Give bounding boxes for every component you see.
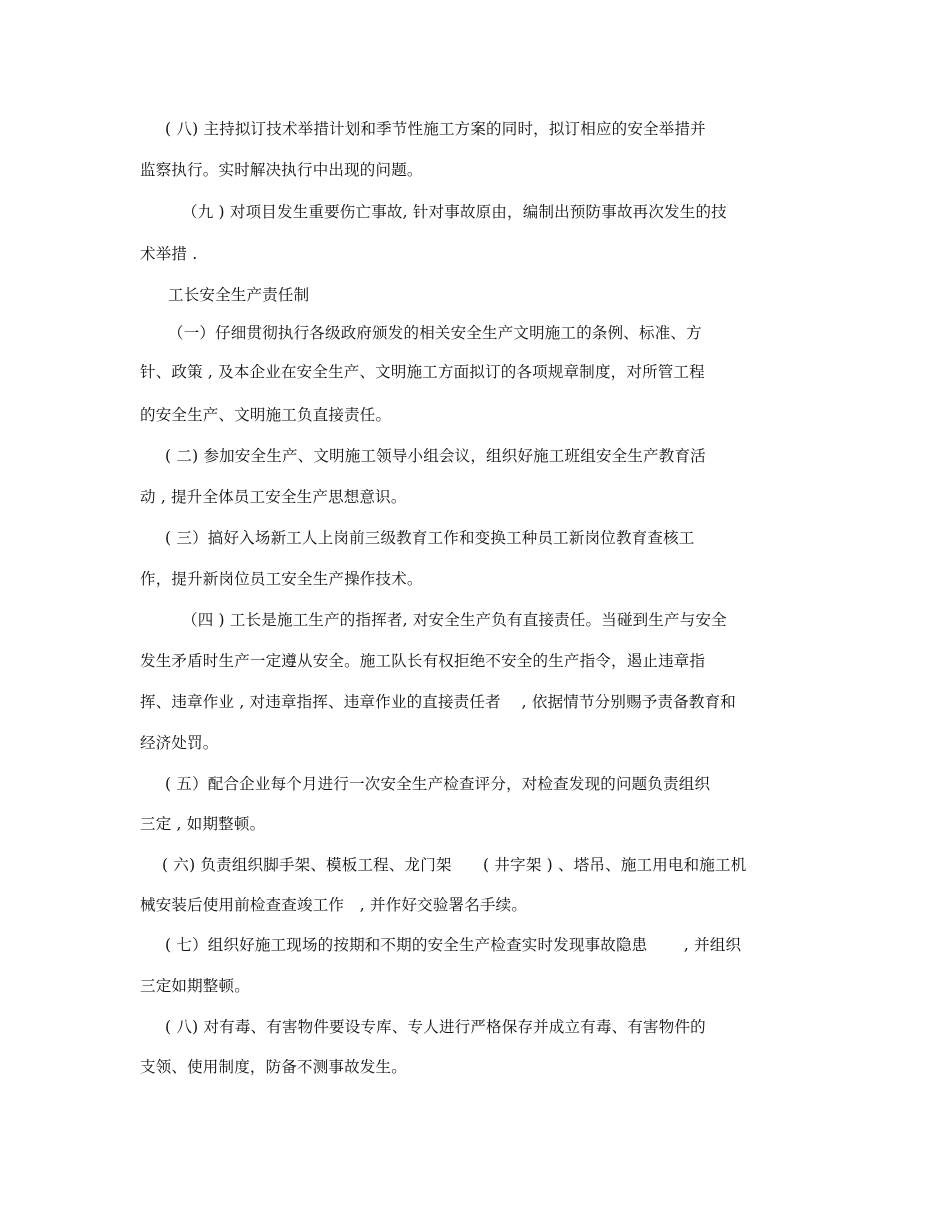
paragraph-line: 针、政策 , 及本企业在安全生产、文明施工方面拟订的各项规章制度，对所管工程 (140, 363, 705, 381)
paragraph-line: （九 ) 对项目发生重要伤亡事故, 针对事故原由，编制出预防事故再次发生的技 (182, 203, 727, 221)
paragraph-line: 械安装后使用前检查查竣工作 , 并作好交验署名手续。 (140, 896, 528, 914)
paragraph-line: ( 七）组织好施工现场的按期和不期的安全生产检查实时发现事故隐患 , 并组织 (165, 936, 742, 954)
paragraph-line: 监察执行。实时解决执行中出现的问题。 (140, 161, 423, 179)
paragraph-line: 经济处罚。 (140, 734, 219, 752)
paragraph-line: ( 三）搞好入场新工人上岗前三级教育工作和变换工种员工新岗位教育查核工 (165, 529, 695, 547)
paragraph-line: ( 八) 主持拟订技术举措计划和季节性施工方案的同时，拟订相应的安全举措并 (165, 120, 706, 138)
paragraph-line: 三定如期整顿。 (140, 977, 250, 995)
section-heading: 工长安全生产责任制 (168, 286, 310, 304)
paragraph-line: 发生矛盾时生产一定遵从安全。施工队长有权拒绝不安全的生产指令，遏止违章指 (140, 652, 706, 670)
paragraph-line: ( 五）配合企业每个月进行一次安全生产检查评分，对检查发现的问题负责组织 (165, 775, 711, 793)
paragraph-line: 作，提升新岗位员工安全生产操作技术。 (140, 570, 423, 588)
paragraph-line: （四 ) 工长是施工生产的指挥者, 对安全生产负有直接责任。当碰到生产与安全 (182, 611, 727, 629)
paragraph-line: ( 二) 参加安全生产、文明施工领导小组会议，组织好施工班组安全生产教育活 (165, 447, 706, 465)
paragraph-line: ( 八) 对有毒、有害物件要设专库、专人进行严格保存并成立有毒、有害物件的 (165, 1018, 706, 1036)
paragraph-line: 挥、违章作业 , 对违章指挥、违章作业的直接责任者 , 依据情节分别赐予责备教育和 (140, 693, 736, 711)
paragraph-line: 支领、使用制度，防备不测事故发生。 (140, 1058, 407, 1076)
paragraph-line: ( 六) 负责组织脚手架、模板工程、龙门架 ( 井字架 ) 、塔吊、施工用电和施工机 (162, 856, 747, 874)
paragraph-line: （一）仔细贯彻执行各级政府颁发的相关安全生产文明施工的条例、标准、方 (168, 324, 702, 342)
paragraph-line: 的安全生产、文明施工负直接责任。 (140, 406, 392, 424)
paragraph-line: 术举措 . (140, 245, 198, 263)
paragraph-line: 动 , 提升全体员工安全生产思想意识。 (140, 488, 407, 506)
paragraph-line: 三定 , 如期整顿。 (140, 815, 266, 833)
